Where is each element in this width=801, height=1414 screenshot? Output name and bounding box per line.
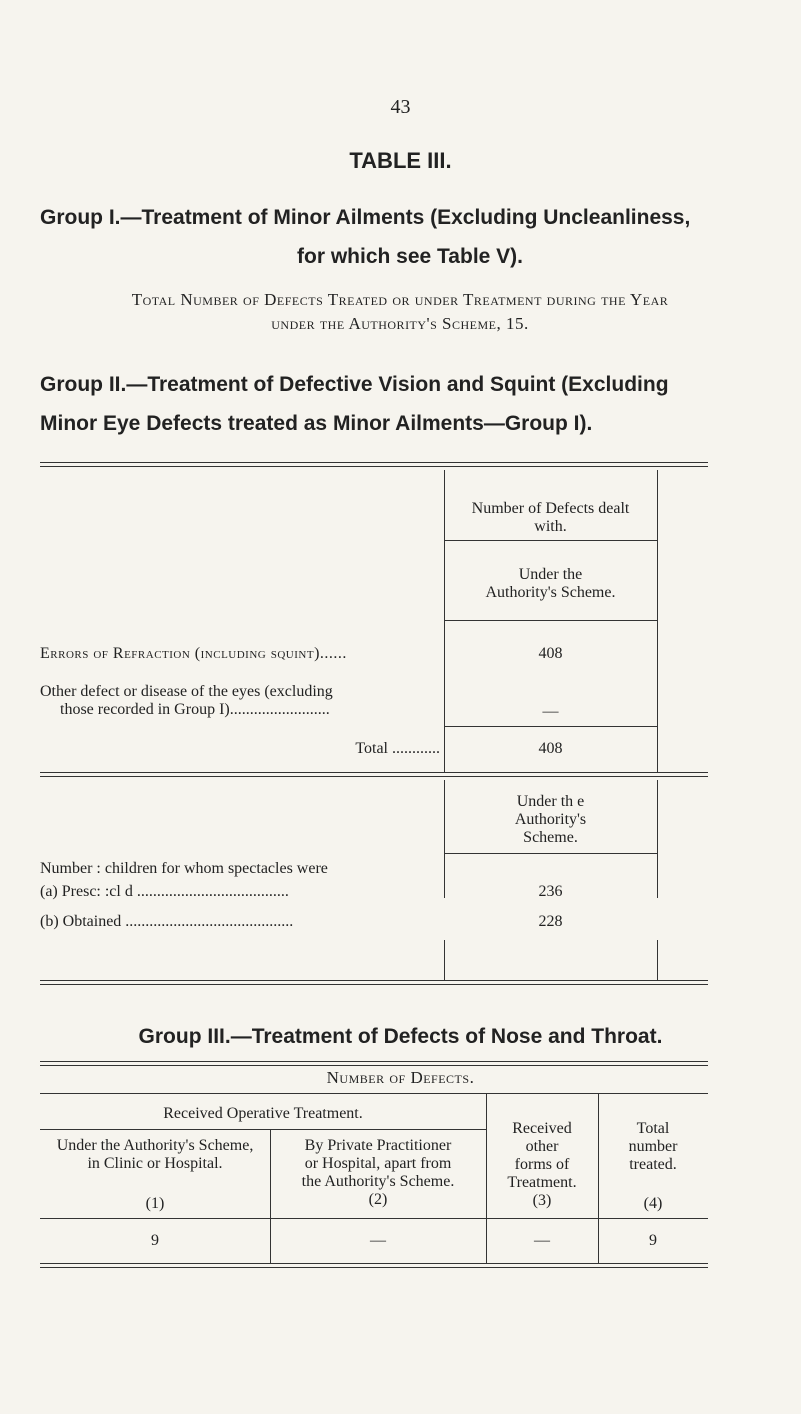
table2-row-a-label: (a) Presc: :cl d ...................................... xyxy=(40,883,289,900)
table3-value-col3: — xyxy=(534,1232,550,1249)
table3-col4-line3: treated. xyxy=(629,1156,677,1173)
group2-heading-line1: Group II.—Treatment of Defective Vision and Squint (Excluding xyxy=(40,373,669,396)
table1-total-value: 408 xyxy=(538,740,563,757)
table2-header-rule xyxy=(444,853,657,854)
table3-col2-header xyxy=(270,1137,486,1209)
table3-operative-rule xyxy=(40,1129,486,1130)
table2-vline-right xyxy=(657,780,658,898)
group1-heading xyxy=(40,198,780,276)
table1-col-subheader xyxy=(444,566,657,602)
table1-row1-label xyxy=(40,645,440,663)
table3-col4-line1: Total xyxy=(636,1120,670,1137)
table1-row1-label-text: Errors of Refraction (including squint)...... xyxy=(40,645,347,662)
table1-subheader-rule xyxy=(444,620,657,621)
group2-heading-line2: Minor Eye Defects treated as Minor Ailments—Group I). xyxy=(40,412,593,435)
table1-row1-value: 408 xyxy=(538,645,563,662)
table3-top-rule xyxy=(40,1061,708,1066)
table2-col-header-line1: Under th e xyxy=(516,793,585,810)
table1-col-header-line1: Number of Defects dealt xyxy=(471,500,630,517)
table2-vline-right-lower xyxy=(657,940,658,980)
table1-header-rule xyxy=(444,540,657,541)
table1-row2-label-line2: those recorded in Group I)......................... xyxy=(60,701,330,718)
table2-vline-left-lower xyxy=(444,940,445,980)
table1-row2-label xyxy=(40,683,440,719)
table3-caption: Number of Defects. xyxy=(326,1068,475,1087)
group1-heading-line1: Group I.—Treatment of Minor Ailments (Excluding Uncleanliness, xyxy=(40,206,691,229)
table2-row-b-label: (b) Obtained .......................................... xyxy=(40,913,294,930)
table3-col3-line2: other xyxy=(525,1138,559,1155)
table1-total-label: Total ............ xyxy=(355,740,440,757)
table2-col-header-line3: Scheme. xyxy=(523,829,578,846)
table2-col-header-line2: Authority's xyxy=(514,811,587,828)
table2-row-intro: Number : children for whom spectacles were xyxy=(40,860,328,877)
table1-row2-label-line1: Other defect or disease of the eyes (excluding xyxy=(40,683,333,700)
table3-col1-line2: in Clinic or Hospital. xyxy=(87,1155,223,1172)
table1-col-header xyxy=(444,500,657,536)
table2-bottom-rule xyxy=(40,980,708,985)
table3-col4-num: (4) xyxy=(643,1195,663,1212)
table1-col-subheader-line2: Authority's Scheme. xyxy=(485,584,616,601)
group2-heading xyxy=(40,365,780,443)
table1-top-rule xyxy=(40,462,708,467)
table2-row-a-value: 236 xyxy=(538,883,563,900)
table1-col-header-line2: with. xyxy=(534,518,567,535)
table-title: TABLE III. xyxy=(349,148,452,173)
table3-col4-header xyxy=(598,1120,708,1174)
group3-heading: Group III.—Treatment of Defects of Nose and Throat. xyxy=(138,1025,663,1048)
table3-header-top-rule xyxy=(40,1093,708,1094)
group1-heading-line2: for which see Table V). xyxy=(297,245,523,268)
table3-value-col2: — xyxy=(370,1232,386,1249)
group1-total-line2: under the Authority's Scheme, 15. xyxy=(271,314,529,333)
table2-top-rule xyxy=(40,772,708,777)
group1-total-line1: Total Number of Defects Treated or under Treatment during the Year xyxy=(131,290,669,309)
page-number: 43 xyxy=(390,96,411,118)
table3-header-bottom-rule xyxy=(40,1218,708,1219)
table3-col3-line1: Received xyxy=(512,1120,572,1137)
table3-value-col1: 9 xyxy=(151,1232,159,1249)
table3-col1-num: (1) xyxy=(145,1195,165,1212)
table2-row-b-value: 228 xyxy=(538,913,563,930)
table3-col3-header xyxy=(486,1120,598,1210)
table3-col2-line3: the Authority's Scheme. xyxy=(301,1173,455,1190)
table3-col4-line2: number xyxy=(628,1138,678,1155)
table1-vline-right xyxy=(657,470,658,772)
table2-col-header xyxy=(444,793,657,847)
table3-col3-line3: forms of xyxy=(514,1156,570,1173)
table3-col1-line1: Under the Authority's Scheme, xyxy=(56,1137,254,1154)
table1-row2-value: — xyxy=(542,703,559,720)
table3-col3-line4: Treatment. xyxy=(507,1174,577,1191)
table3-col2-num: (2) xyxy=(368,1191,388,1208)
table3-col2-line2: or Hospital, apart from xyxy=(304,1155,452,1172)
table1-col-subheader-line1: Under the xyxy=(518,566,583,583)
table3-col1-header xyxy=(40,1137,270,1173)
table1-total-rule xyxy=(444,726,657,727)
table3-col2-line1: By Private Practitioner xyxy=(304,1137,452,1154)
table3-value-col4: 9 xyxy=(649,1232,657,1249)
table3-received-operative: Received Operative Treatment. xyxy=(163,1105,363,1122)
table3-bottom-rule xyxy=(40,1263,708,1268)
table3-col3-num: (3) xyxy=(532,1192,552,1209)
